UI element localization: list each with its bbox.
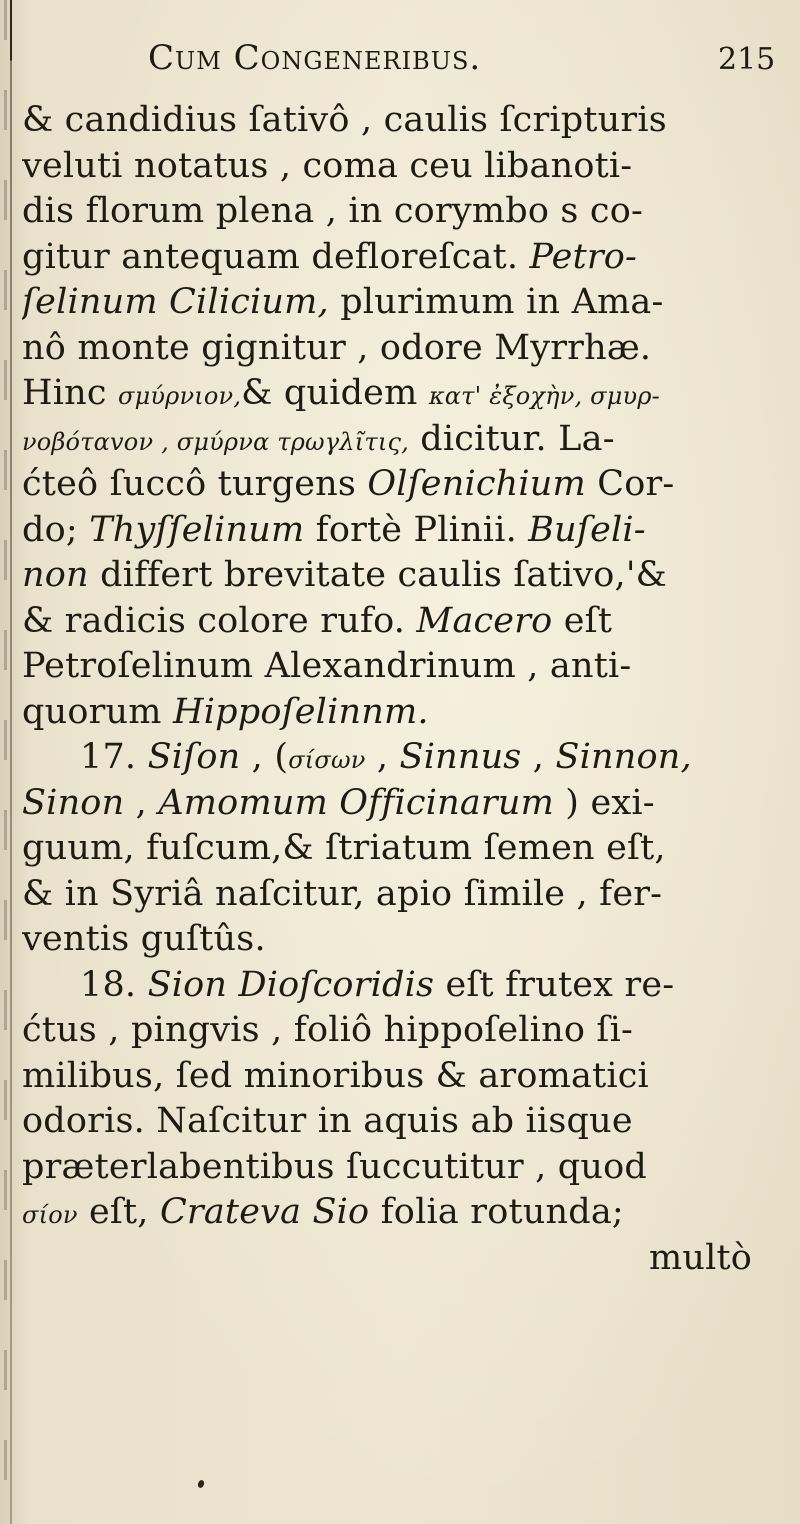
text-line [22, 462, 792, 508]
text-line [22, 826, 792, 872]
roman-text: dis florum plena , in corymbo s co- [22, 191, 644, 231]
italic-text: Sinnus [399, 737, 522, 777]
roman-text: Hinc [22, 373, 118, 413]
roman-text: , [365, 737, 400, 777]
roman-text: Petroſelinum Alexandrinum , anti- [22, 646, 632, 686]
left-margin-rule [10, 0, 12, 1524]
roman-text: gitur antequam defloreſcat. [22, 236, 530, 277]
text-line [22, 1054, 792, 1100]
roman-text: do; [22, 509, 90, 550]
text-line [22, 371, 792, 417]
italic-text: Macero [416, 600, 553, 641]
text-line [22, 872, 792, 918]
roman-text: & candidius ſativô , caulis ſcripturis [22, 100, 667, 140]
text-line [22, 235, 792, 281]
text-line [22, 781, 792, 827]
italic-text: Sinnon, [555, 737, 692, 777]
italic-text: Petro- [529, 236, 638, 277]
roman-text: dicitur. La- [408, 418, 615, 459]
text-line [22, 1236, 792, 1282]
roman-text: quorum [22, 691, 174, 732]
greek-text: σίσων [288, 746, 366, 774]
text-line [22, 189, 792, 235]
italic-text: Amomum Officinarum [158, 782, 554, 823]
greek-text: σμύρνιον, [118, 382, 242, 410]
italic-text: Sion Dioſcoridis [147, 964, 435, 1005]
text-line [22, 508, 792, 554]
text-line [22, 98, 792, 144]
text-line [22, 735, 792, 781]
roman-text: 17. [80, 737, 148, 777]
italic-text: Olſenichium [367, 464, 586, 504]
binding-edge [4, 0, 7, 1524]
italic-text: Thyſſelinum [89, 509, 305, 550]
roman-text: guum, fuſcum,& ſtriatum ſemen eſt, [22, 828, 666, 868]
roman-text: veluti notatus , coma ceu libanoti- [22, 145, 633, 186]
roman-text: milibus, ſed minoribus & aromatici [22, 1055, 649, 1096]
roman-text: eſt [552, 600, 613, 641]
roman-text: & quidem [241, 373, 429, 413]
roman-text: & in Syriâ naſcitur, apio ſimile , fer- [22, 873, 663, 914]
roman-text: eſt, [77, 1192, 160, 1232]
roman-text: , [521, 737, 556, 777]
text-line [22, 553, 792, 599]
text-line [22, 1008, 792, 1054]
text-line [22, 599, 792, 645]
roman-text: Cor- [585, 464, 675, 504]
running-title: Cum Congeneribus. [148, 38, 482, 78]
page-header [0, 38, 800, 98]
roman-text: multò [648, 1237, 752, 1278]
italic-text: Crateva Sio [159, 1192, 370, 1232]
text-line [22, 280, 792, 326]
text-line [22, 144, 792, 190]
text-line [22, 690, 792, 736]
roman-text: præterlabentibus ſuccutitur , quod [22, 1146, 647, 1187]
text-line [22, 1099, 792, 1145]
roman-text: 18. [80, 964, 148, 1005]
text-line [22, 1145, 792, 1191]
italic-text: Hippoſelinnm. [173, 691, 429, 732]
roman-text: ventis guſtûs. [22, 919, 266, 959]
roman-text: ćtus , pingvis , foliô hippoſelino ſi- [22, 1010, 633, 1050]
greek-text: κατ' ἐξοχὴν, σμυρ- [428, 382, 660, 410]
text-line [22, 963, 792, 1009]
roman-text: eſt frutex re- [434, 964, 675, 1005]
roman-text: folia rotunda; [369, 1192, 624, 1232]
roman-text: differt brevitate caulis ſativo,'& [88, 555, 667, 595]
page-number: 215 [718, 42, 776, 77]
greek-text: νοβόταvον , σμύρνα τρωγλῖτις, [22, 427, 409, 456]
roman-text: , [124, 782, 159, 823]
text-line [22, 917, 792, 963]
text-line [22, 1190, 792, 1236]
italic-text: Sinon [22, 782, 125, 823]
roman-text: & radicis colore rufo. [22, 600, 417, 641]
text-line [22, 644, 792, 690]
italic-text: Siſon [147, 737, 241, 777]
text-line [22, 326, 792, 372]
roman-text: fortè Plinii. [304, 509, 529, 550]
roman-text: ) exi- [553, 782, 655, 823]
roman-text: , ( [240, 737, 289, 777]
roman-text: nô monte gignitur , odore Myrrhæ. [22, 327, 652, 368]
ink-speck [197, 1479, 205, 1489]
roman-text: ćteô ſuccô turgens [22, 464, 368, 504]
roman-text: plurimum in Ama- [328, 282, 664, 322]
italic-text: non [22, 555, 89, 595]
italic-text: ſelinum Cilicium, [22, 282, 329, 322]
italic-text: Buſeli- [528, 509, 646, 550]
body-text [22, 98, 792, 1281]
text-line [22, 417, 792, 463]
greek-text: σίον [22, 1201, 78, 1229]
roman-text: odoris. Naſcitur in aquis ab iisque [22, 1101, 633, 1141]
